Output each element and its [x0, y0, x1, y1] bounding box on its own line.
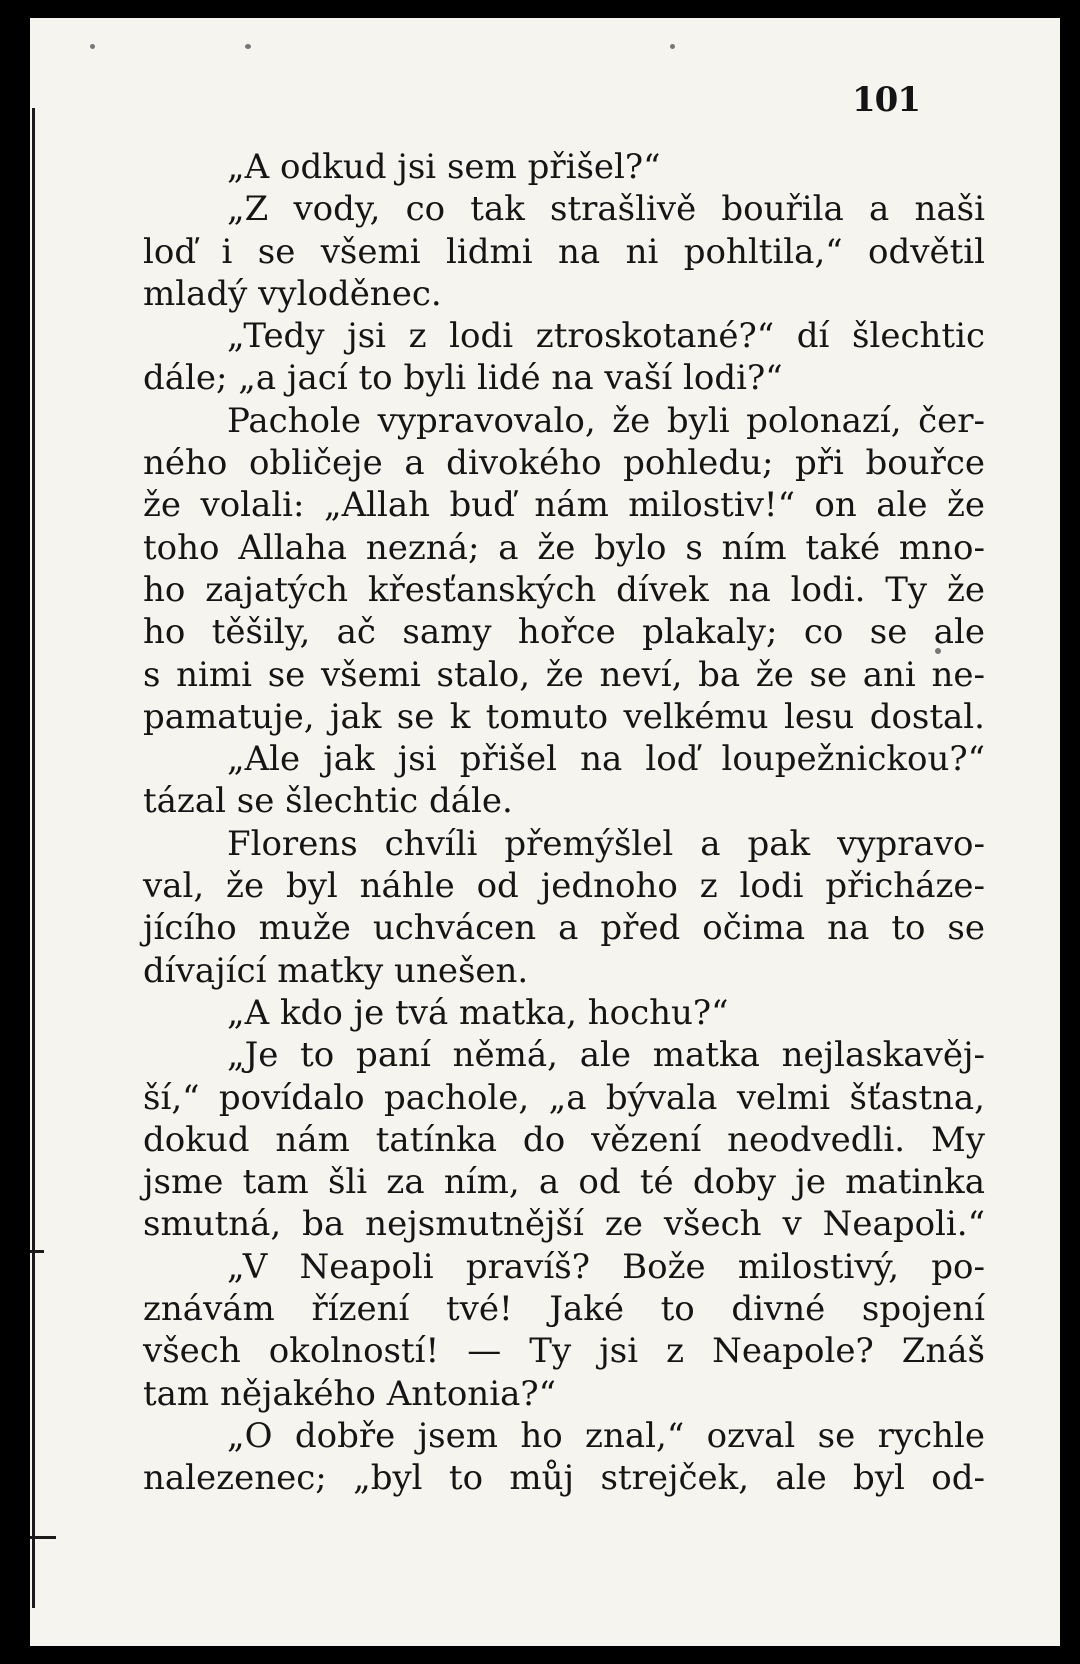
text-line: všech okolností! — Ty jsi z Neapole? Znáš	[143, 1331, 985, 1372]
binding-mark	[30, 1250, 44, 1253]
text-line: „O dobře jsem ho znal,“ ozval se rychle	[227, 1415, 985, 1456]
binding-mark	[30, 1536, 56, 1539]
text-line: „Tedy jsi z lodi ztroskotané?“ dí šlechtic	[227, 316, 985, 357]
text-line: „Z vody, co tak strašlivě bouřila a naši	[227, 189, 985, 230]
text-line: dále; „a jací to byli lidé na vaší lodi?“	[143, 358, 783, 399]
page-number: 101	[852, 80, 920, 120]
text-line: „Ale jak jsi přišel na loď loupežnickou?“	[227, 739, 985, 780]
text-line: „Je to paní němá, ale matka nejlaskavěj-	[227, 1035, 985, 1076]
body-text	[143, 146, 985, 1500]
text-line: tam nějakého Antonia?“	[143, 1373, 556, 1414]
text-line: toho Allaha nezná; a že bylo s ním také mno-	[143, 527, 985, 568]
text-line: loď i se všemi lidmi na ni pohltila,“ odvětil	[143, 231, 985, 272]
text-line: Florens chvíli přemýšlel a pak vypravo-	[227, 823, 985, 864]
text-line: nalezenec; „byl to můj strejček, ale byl od-	[143, 1458, 985, 1499]
book-page	[30, 18, 1060, 1646]
text-line: jsme tam šli za ním, a od té doby je matinka	[143, 1162, 985, 1203]
text-line: ného obličeje a divokého pohledu; při bouřce	[143, 443, 985, 484]
text-line: „A kdo je tvá matka, hochu?“	[227, 992, 729, 1033]
text-line: val, že byl náhle od jednoho z lodi přicháze-	[143, 866, 985, 907]
paper-speck	[245, 44, 251, 49]
text-line: že volali: „Allah buď nám milostiv!“ on ale že	[143, 485, 985, 526]
text-line: „V Neapoli pravíš? Bože milostivý, po-	[227, 1246, 985, 1287]
text-line: dokud nám tatínka do vězení neodvedli. My	[143, 1119, 985, 1160]
text-line: znávám řízení tvé! Jaké to divné spojení	[143, 1289, 985, 1330]
paper-speck	[670, 44, 675, 49]
text-line: tázal se šlechtic dále.	[143, 781, 513, 822]
text-line: ho zajatých křesťanských dívek na lodi. Ty že	[143, 569, 985, 610]
text-line: jícího muže uchvácen a před očima na to se	[143, 908, 985, 949]
text-line: smutná, ba nejsmutnější ze všech v Neapoli.“	[143, 1204, 985, 1245]
text-line: ho těšily, ač samy hořce plakaly; co se ale	[143, 612, 985, 653]
text-line: ší,“ povídalo pachole, „a bývala velmi šťastna,	[143, 1077, 985, 1118]
text-line: „A odkud jsi sem přišel?“	[227, 147, 661, 187]
text-line: pamatuje, jak se k tomuto velkému lesu dostal.	[143, 696, 985, 737]
text-line: mladý vyloděnec.	[143, 273, 442, 314]
text-line: Pachole vypravovalo, že byli polonazí, čer-	[227, 400, 985, 441]
text-line: s nimi se všemi stalo, že neví, ba že se ani ne-	[143, 654, 985, 695]
binding-line	[32, 108, 35, 1608]
paper-speck	[90, 44, 95, 49]
text-line: dívající matky unešen.	[143, 950, 529, 991]
